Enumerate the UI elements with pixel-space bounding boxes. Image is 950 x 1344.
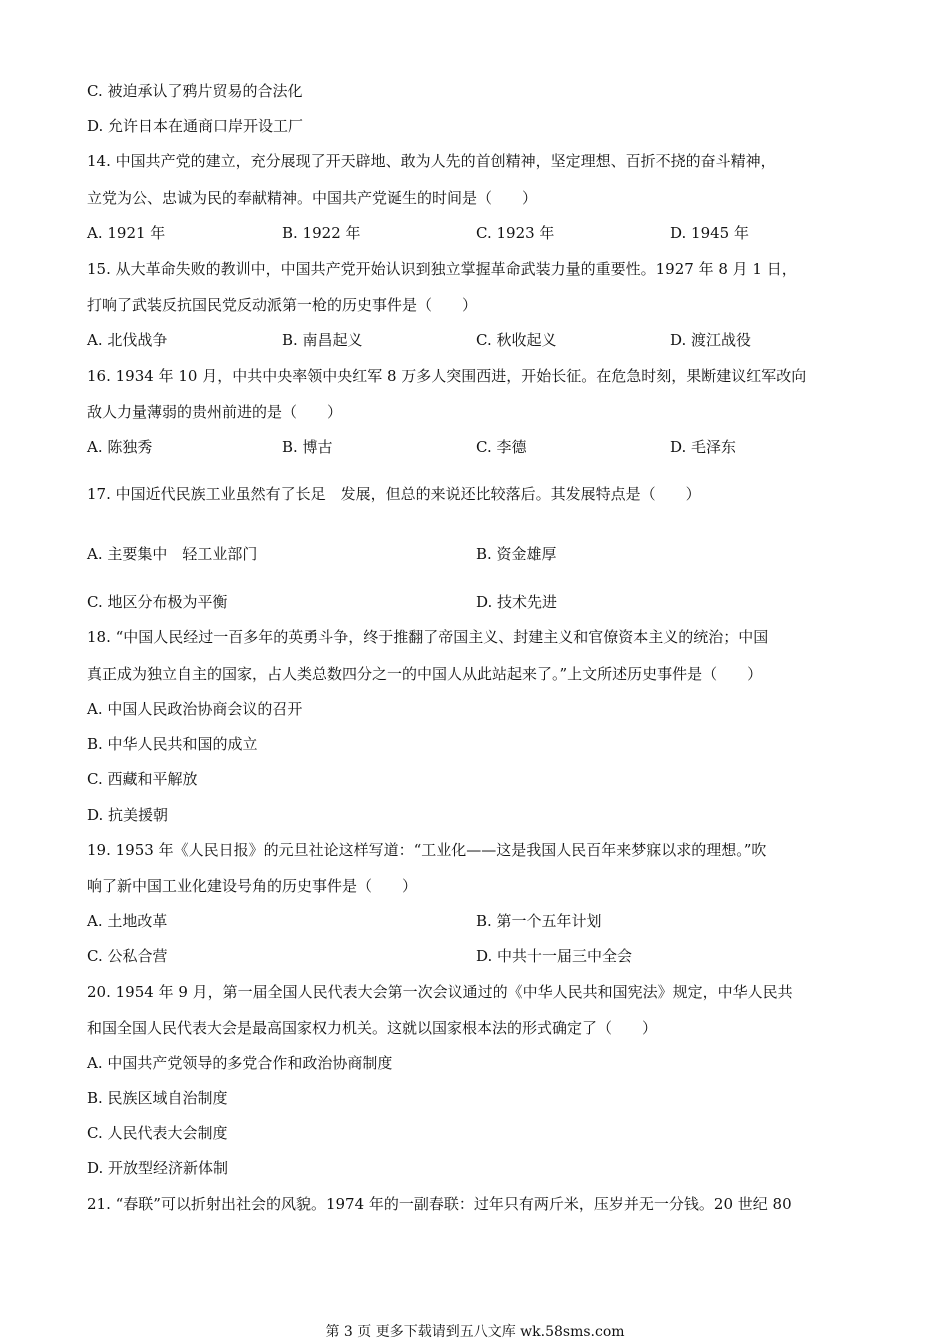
q16-stem-line1: 16. 1934 年 10 月，中共中央率领中央红军 8 万多人突围西进，开始长征。在危急时刻，果断建议红军改向 [87,367,807,385]
q19-option-b: B. 第一个五年计划 [476,912,602,930]
q16-option-d: D. 毛泽东 [670,438,737,456]
q18-option-d: D. 抗美援朝 [87,806,169,824]
q19-option-c: C. 公私合营 [87,947,168,965]
q15-option-a: A. 北伐战争 [87,331,168,349]
q17-stem-line1: 17. 中国近代民族工业虽然有了长足 发展，但总的来说还比较落后。其发展特点是（ ） [87,485,701,503]
q16-option-c: C. 李德 [476,438,527,456]
q16-stem-line2: 敌人力量薄弱的贵州前进的是（ ） [87,403,343,421]
q15-option-b: B. 南昌起义 [282,331,363,349]
q16-option-a: A. 陈独秀 [87,438,153,456]
q14-option-d: D. 1945 年 [670,224,749,242]
q13-option-d: D. 允许日本在通商口岸开设工厂 [87,117,304,135]
q15-stem-line2: 打响了武装反抗国民党反动派第一枪的历史事件是（ ） [87,296,478,314]
q14-option-b: B. 1922 年 [282,224,361,242]
q15-stem-line1: 15. 从大革命失败的教训中，中国共产党开始认识到独立掌握革命武装力量的重要性。1927 年 8 月 1 日， [87,260,797,278]
q19-option-a: A. 土地改革 [87,912,168,930]
q16-option-b: B. 博古 [282,438,333,456]
q21-stem-line1: 21. “春联”可以折射出社会的风貌。1974 年的一副春联：过年只有两斤米，压岁并无一分钱。20 世纪 80 [87,1195,792,1213]
q20-option-c: C. 人民代表大会制度 [87,1124,228,1142]
q17-option-b: B. 资金雄厚 [476,545,557,563]
q20-stem-line2: 和国全国人民代表大会是最高国家权力机关。这就以国家根本法的形式确定了（ ） [87,1019,658,1037]
q18-stem-line1: 18. “中国人民经过一百多年的英勇斗争，终于推翻了帝国主义、封建主义和官僚资本主义的统治；中国 [87,628,769,646]
q18-option-c: C. 西藏和平解放 [87,770,198,788]
q14-option-a: A. 1921 年 [87,224,166,242]
page-footer: 第 3 页 更多下载请到五八文库 wk.58sms.com [325,1324,625,1340]
q20-option-a: A. 中国共产党领导的多党合作和政治协商制度 [87,1054,393,1072]
q20-stem-line1: 20. 1954 年 9 月，第一届全国人民代表大会第一次会议通过的《中华人民共和国宪法》规定，中华人民共 [87,983,793,1001]
q14-stem-line1: 14. 中国共产党的建立，充分展现了开天辟地、敢为人先的首创精神，坚定理想、百折不挠的奋斗精神， [87,152,776,170]
q18-option-a: A. 中国人民政治协商会议的召开 [87,700,303,718]
q20-option-d: D. 开放型经济新体制 [87,1159,229,1177]
q13-option-c: C. 被迫承认了鸦片贸易的合法化 [87,82,303,100]
q17-option-a: A. 主要集中 轻工业部门 [87,545,258,563]
q14-option-c: C. 1923 年 [476,224,555,242]
q15-option-c: C. 秋收起义 [476,331,557,349]
q18-option-b: B. 中华人民共和国的成立 [87,735,258,753]
q18-stem-line2: 真正成为独立自主的国家，占人类总数四分之一的中国人从此站起来了。”上文所述历史事件是（ ） [87,665,763,683]
q17-option-c: C. 地区分布极为平衡 [87,593,228,611]
q17-option-d: D. 技术先进 [476,593,558,611]
q20-option-b: B. 民族区域自治制度 [87,1089,228,1107]
q15-option-d: D. 渡江战役 [670,331,752,349]
q19-stem-line1: 19. 1953 年《人民日报》的元旦社论这样写道：“工业化——这是我国人民百年来梦寐以求的理想。”吹 [87,841,767,859]
q19-stem-line2: 响了新中国工业化建设号角的历史事件是（ ） [87,877,418,895]
q14-stem-line2: 立党为公、忠诚为民的奉献精神。中国共产党诞生的时间是（ ） [87,189,538,207]
q19-option-d: D. 中共十一届三中全会 [476,947,633,965]
